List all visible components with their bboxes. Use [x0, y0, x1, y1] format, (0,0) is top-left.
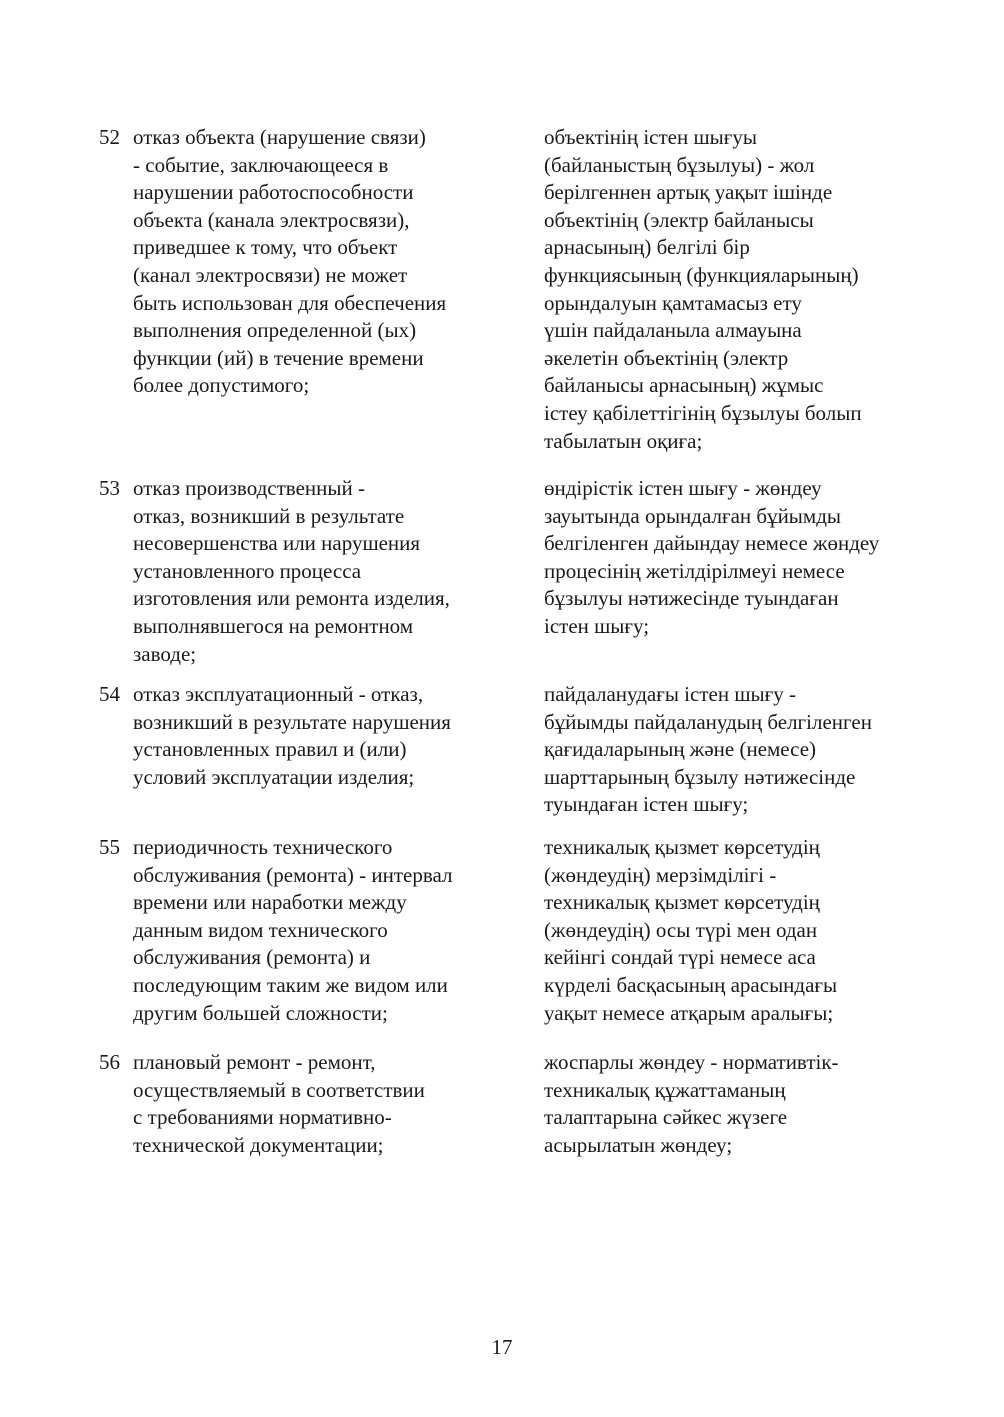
term-definition-ru: периодичность технического обслуживания (ремонта) - интервал времени или наработки между данным видом технического обслуживания (ремонта) и последующим таким же видом или другим большей сложности;	[133, 835, 453, 1025]
term-number: 52	[99, 125, 120, 149]
term-definition-kz: техникалық қызмет көрсетудің (жөндеудің) мерзімділігі - техникалық қызмет көрсетудің (жөндеудің) осы түрі мен одан кейінгі сондай түрі немесе аса күрделі басқасының арасындағы уақыт немесе атқарым аралығы;	[544, 835, 838, 1025]
term-number: 53	[99, 476, 120, 500]
term-definition-ru: отказ объекта (нарушение связи) - событие, заключающееся в нарушении работоспособности объекта (канала электросвязи), приведшее к тому, что объект (канал электросвязи) не может быть использован для обеспечения выполнения определенной (ых) функции (ий) в течение времени более допустимого;	[133, 125, 447, 398]
term-definition-ru: отказ производственный - отказ, возникший в результате несовершенства или нарушения установленного процесса изготовления или ремонта изделия, выполнявшегося на ремонтном заводе;	[133, 476, 450, 666]
term-number: 55	[99, 835, 120, 859]
term-definition-kz: пайдаланудағы істен шығу - бұйымды пайдаланудың белгіленген қағидаларының және (немесе) шарттарының бұзылу нәтижесінде туындаған істен шығу;	[544, 682, 872, 817]
term-number: 54	[99, 682, 120, 706]
page-number: 17	[491, 1335, 513, 1359]
term-definition-ru: отказ эксплуатационный - отказ, возникший в результате нарушения установленных правил и (или) условий эксплуатации изделия;	[133, 682, 451, 789]
term-definition-kz: объектінің істен шығуы (байланыстың бұзылуы) - жол берілгеннен артық уақыт ішінде объектінің (электр байланысы арнасының) белгілі бір функциясының (функцияларының) орындалуын қамтамасыз ету үшін пайдаланыла алмауына әкелетін объектінің (электр байланысы арнасының) жұмыс істеу қабілеттігінің бұзылуы болып табылатын оқиға;	[544, 125, 862, 453]
term-number: 56	[99, 1050, 120, 1074]
term-definition-ru: плановый ремонт - ремонт, осуществляемый в соответствии с требованиями нормативно- технической документации;	[133, 1050, 425, 1157]
term-definition-kz: жоспарлы жөндеу - нормативтік- техникалық құжаттаманың талаптарына сәйкес жүзеге асырылатын жөндеу;	[544, 1050, 839, 1157]
term-definition-kz: өндірістік істен шығу - жөндеу зауытында орындалған бұйымды белгіленген дайындау немесе жөндеу процесінің жетілдірілмеуі немесе бұзылуы нәтижесінде туындаған істен шығу;	[544, 476, 880, 638]
